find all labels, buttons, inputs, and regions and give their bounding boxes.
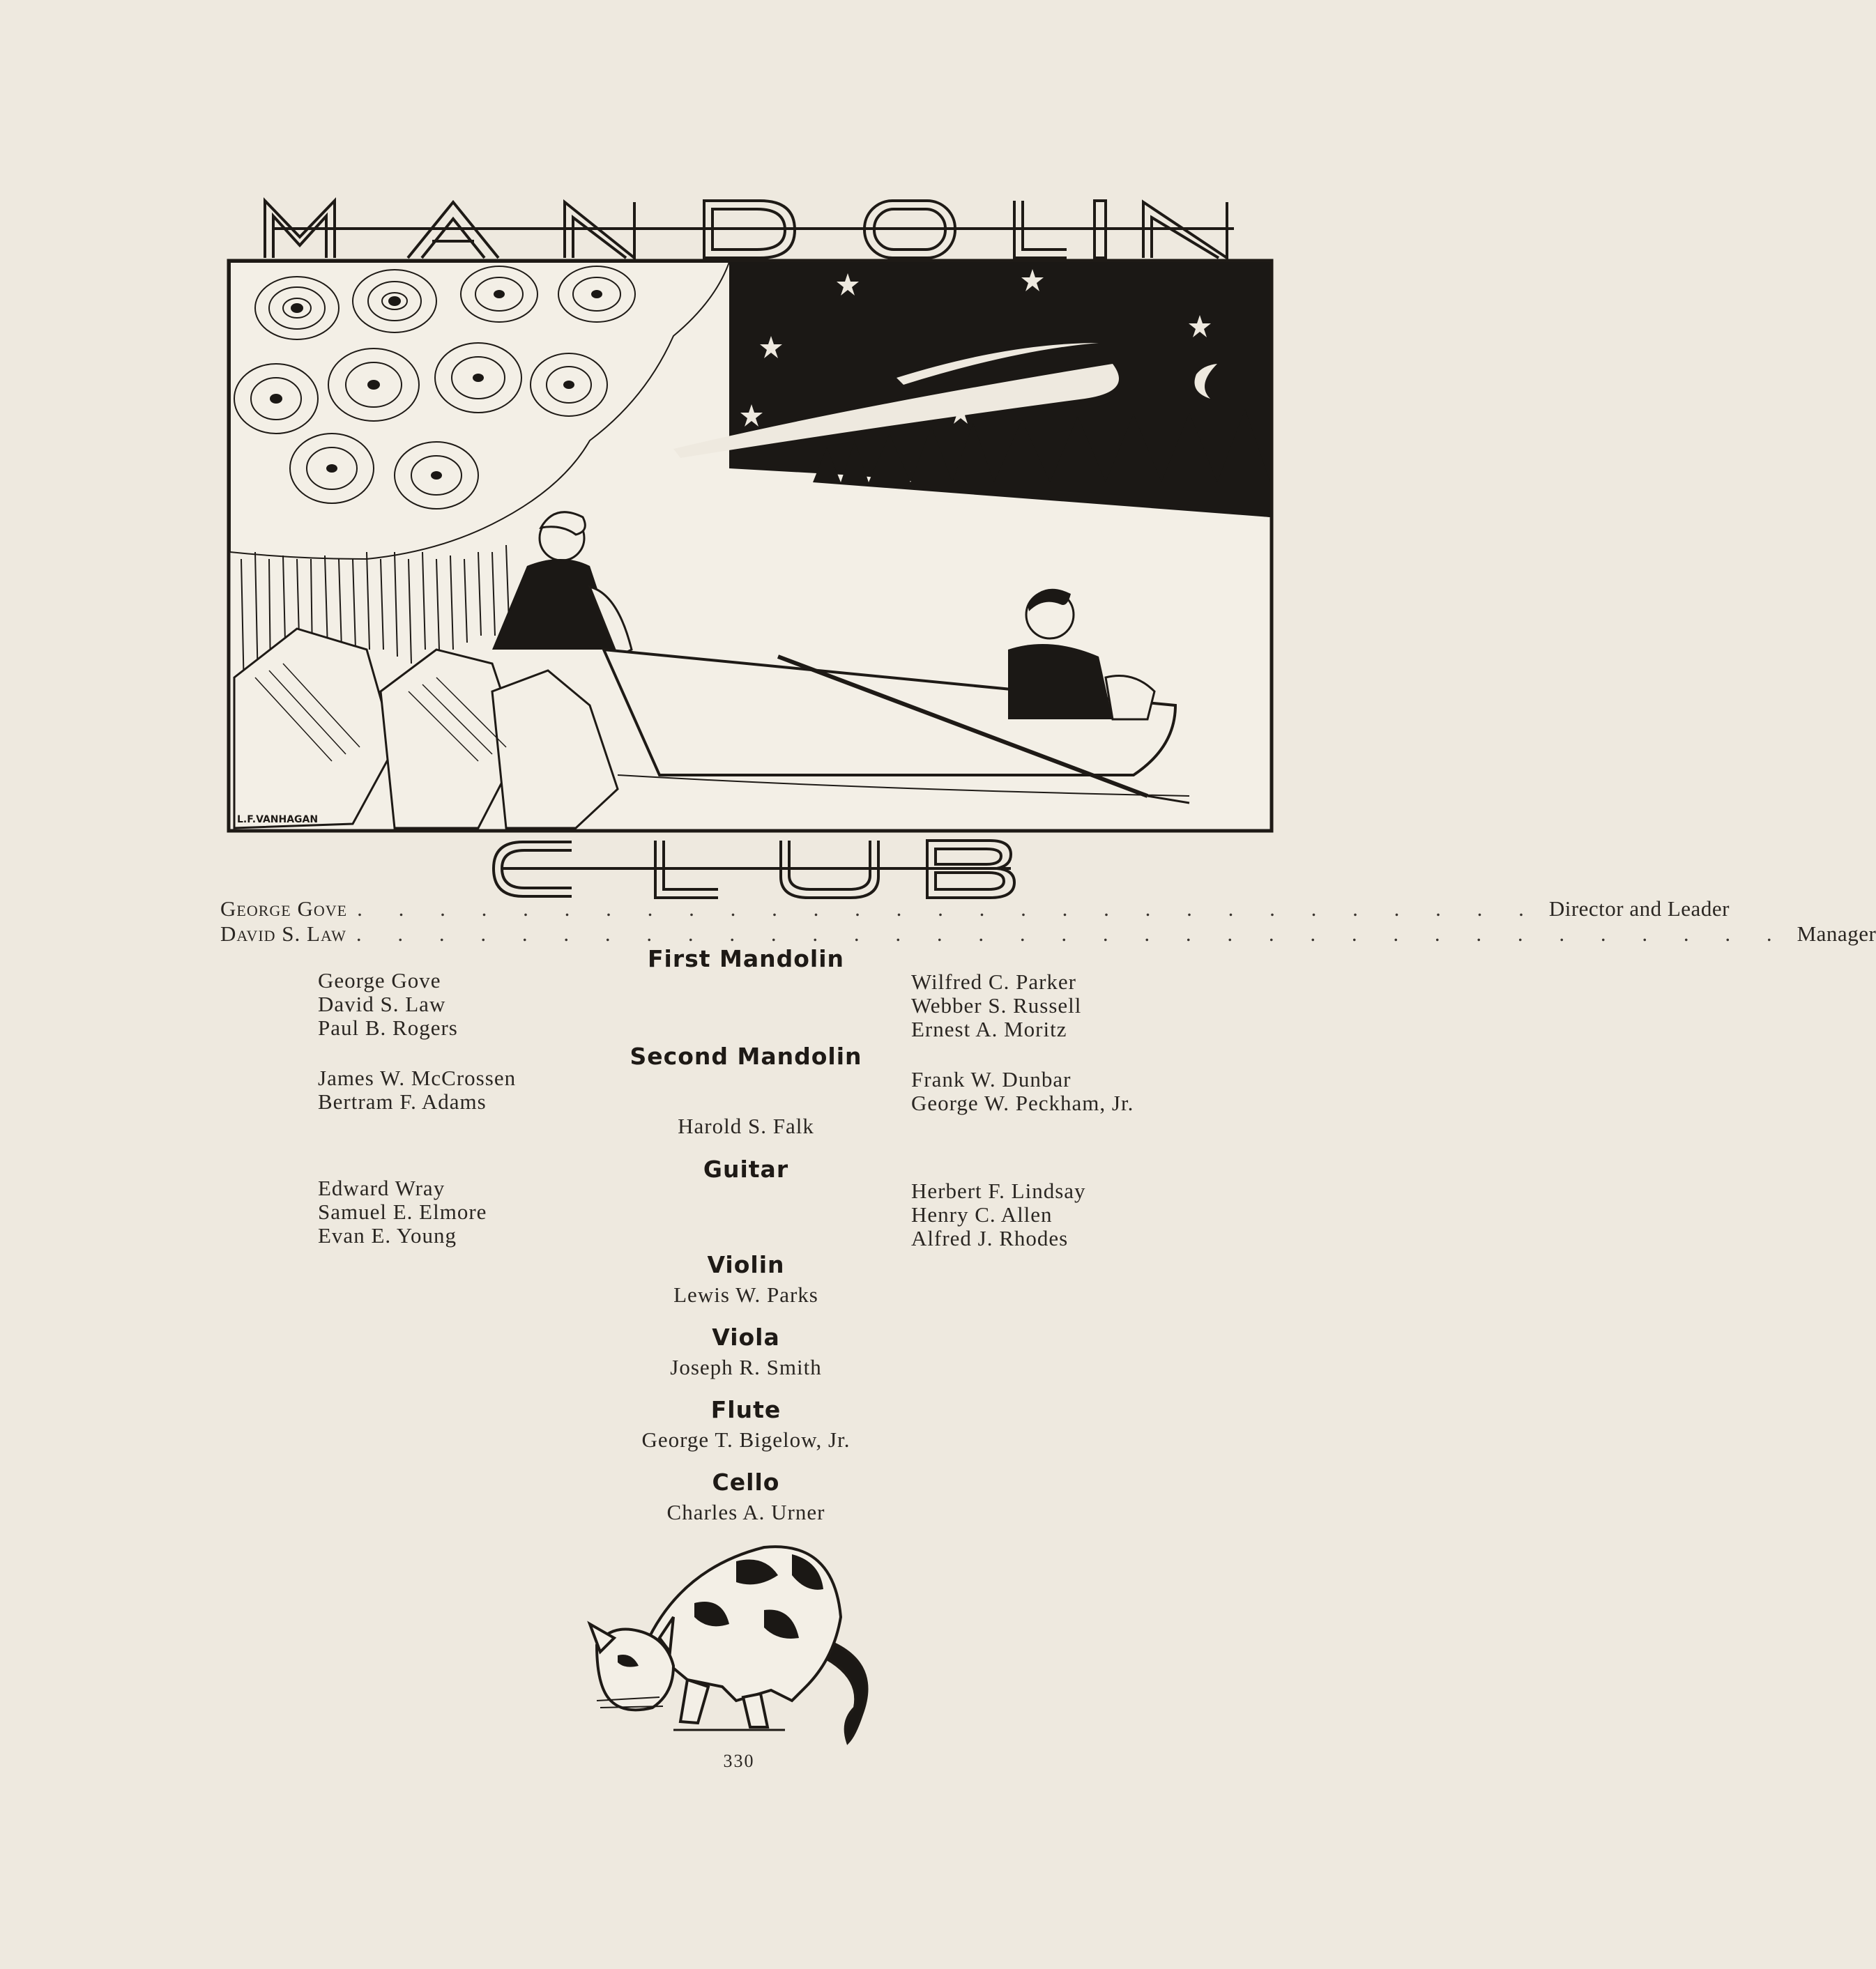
second-mandolin-left-list bbox=[318, 1066, 516, 1114]
list-item: Wilfred C. Parker bbox=[911, 970, 1076, 994]
officer-name: David S. Law bbox=[220, 921, 346, 946]
viola-name: Joseph R. Smith bbox=[670, 1355, 822, 1379]
officer-row-director bbox=[220, 896, 1730, 921]
list-item: Edward Wray bbox=[318, 1176, 445, 1200]
title-club bbox=[488, 835, 1025, 902]
list-item: George Gove bbox=[318, 968, 441, 993]
officer-role: Director and Leader bbox=[1548, 896, 1730, 921]
title-mandolin bbox=[258, 195, 1248, 262]
moonlit-rowing-illustration bbox=[227, 259, 1273, 832]
second-mandolin-right-list bbox=[911, 1068, 1134, 1115]
leader-dots: . . . . . . . . . . . . . . . . . . . . . . . . . . . . . bbox=[357, 896, 1539, 921]
list-item: James W. McCrossen bbox=[318, 1066, 517, 1090]
list-item: Alfred J. Rhodes bbox=[911, 1226, 1069, 1250]
violin-name: Lewis W. Parks bbox=[673, 1282, 818, 1307]
heading-guitar: Guitar bbox=[703, 1156, 789, 1183]
artist-signature: L.F.VANHAGAN bbox=[237, 814, 319, 825]
page-number: 330 bbox=[723, 1751, 755, 1771]
officer-name: George Gove bbox=[220, 896, 348, 921]
heading-first-mandolin: First Mandolin bbox=[647, 945, 845, 972]
leader-dots: . . . . . . . . . . . . . . . . . . . . . . . . . . . . . . . . . . . bbox=[356, 921, 1787, 946]
list-item: Bertram F. Adams bbox=[318, 1089, 487, 1114]
first-mandolin-left-list bbox=[318, 969, 458, 1040]
second-mandolin-center-name: Harold S. Falk bbox=[678, 1114, 814, 1138]
cello-name: Charles A. Urner bbox=[666, 1500, 825, 1524]
list-item: Ernest A. Moritz bbox=[911, 1017, 1067, 1041]
guitar-right-list bbox=[911, 1179, 1086, 1250]
heading-flute: Flute bbox=[710, 1396, 781, 1423]
list-item: Webber S. Russell bbox=[911, 993, 1082, 1018]
flute-name: George T. Bigelow, Jr. bbox=[641, 1427, 851, 1452]
guitar-left-list bbox=[318, 1177, 487, 1248]
heading-viola: Viola bbox=[712, 1324, 780, 1351]
list-item: Frank W. Dunbar bbox=[911, 1067, 1072, 1091]
list-item: Evan E. Young bbox=[318, 1223, 457, 1248]
list-item: George W. Peckham, Jr. bbox=[911, 1091, 1134, 1115]
list-item: Herbert F. Lindsay bbox=[911, 1179, 1086, 1203]
list-item: Samuel E. Elmore bbox=[318, 1200, 487, 1224]
heading-second-mandolin: Second Mandolin bbox=[630, 1043, 862, 1070]
officer-role: Manager bbox=[1797, 921, 1876, 946]
list-item: Paul B. Rogers bbox=[318, 1016, 458, 1040]
first-mandolin-right-list bbox=[911, 970, 1081, 1041]
list-item: David S. Law bbox=[318, 992, 446, 1016]
heading-violin: Violin bbox=[707, 1251, 785, 1278]
cat-vignette bbox=[583, 1540, 897, 1749]
heading-cello: Cello bbox=[712, 1469, 780, 1496]
officer-row-manager bbox=[220, 921, 1876, 947]
list-item: Henry C. Allen bbox=[911, 1202, 1053, 1227]
